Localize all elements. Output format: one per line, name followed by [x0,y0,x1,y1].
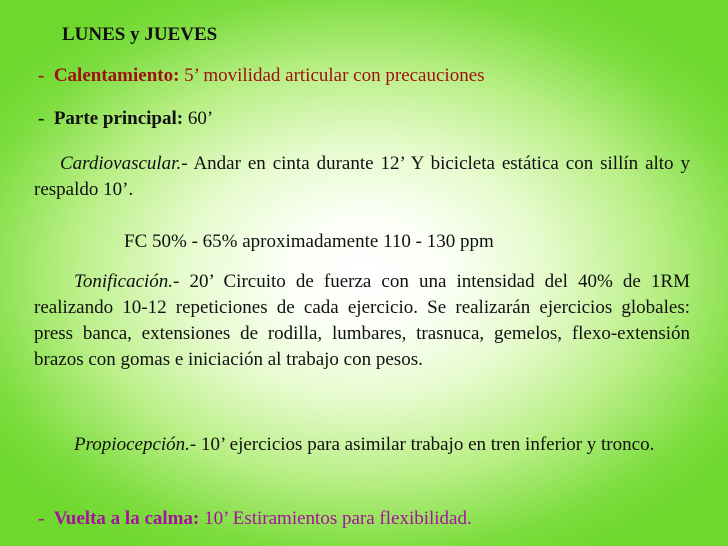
main-part-dash: - [38,108,45,129]
cardio-label: Cardiovascular.- [60,153,188,174]
warmup-dash: - [38,65,45,86]
toning-label: Tonificación.- [74,271,180,292]
main-part-line [38,106,213,132]
toning-paragraph [34,269,690,373]
cardio-text: Andar en cinta durante 12’ Y bicicleta estática con sillín alto y respaldo 10’. [34,153,690,200]
cardio-paragraph [34,151,690,203]
cooldown-dash: - [38,508,45,529]
cooldown-label: Vuelta a la calma: [53,508,200,529]
main-part-label: Parte principal: [53,108,184,129]
main-part-text: 60’ [187,108,214,129]
cooldown-text: 10’ Estiramientos para flexibilidad. [204,508,472,529]
slide-title: LUNES y JUEVES [62,24,218,45]
proprio-paragraph [34,432,690,458]
warmup-label: Calentamiento: [53,65,180,86]
warmup-line [38,63,485,89]
proprio-text: 10’ ejercicios para asimilar trabajo en tren inferior y tronco. [200,434,655,455]
warmup-text: 5’ movilidad articular con precauciones [184,65,485,86]
proprio-label: Propiocepción.- [74,434,197,455]
cooldown-line [38,506,472,532]
heart-rate-line: FC 50% - 65% aproximadamente 110 - 130 ppm [124,231,494,252]
toning-text: 20’ Circuito de fuerza con una intensidad del 40% de 1RM realizando 10-12 repeticiones de cada ejercicio. Se realizarán ejercicios globales: press banca, extensiones de rodilla, lumbares, trasnuca, gemelos, flexo-extensión brazos con gomas e iniciación al trabajo con pesos. [34,271,690,370]
